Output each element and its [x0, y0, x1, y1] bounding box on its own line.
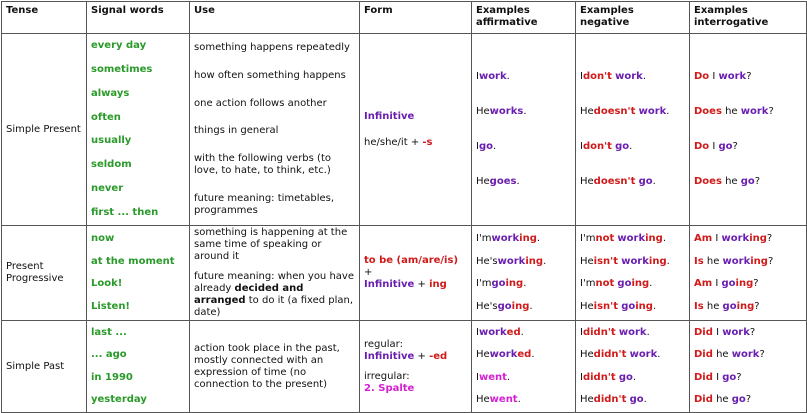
example-sentence: He works .: [476, 106, 527, 117]
header-affirmative: Examples affirmative: [472, 2, 576, 34]
signal-word: always: [91, 87, 130, 99]
signal-word: usually: [91, 135, 132, 147]
header-signal-words: Signal words: [87, 2, 190, 34]
use-item: how often something happens: [194, 69, 346, 81]
use-item: future meaning: when you have already decided and arranged to do it (a fixed plan, date): [194, 271, 354, 318]
example-sentence: I go .: [476, 141, 497, 152]
example-sentence: I'm not go ing .: [580, 278, 653, 290]
signal-word: Look!: [91, 278, 123, 290]
signal-word: often: [91, 111, 121, 123]
example-sentence: Do I go ?: [694, 141, 738, 152]
signal-word: in 1990: [91, 371, 133, 383]
signal-word: first ... then: [91, 206, 159, 218]
use-item: with the following verbs (to love, to hate, to think, etc.): [194, 152, 331, 176]
signal-word: every day: [91, 40, 147, 52]
signals-simple-present: [87, 34, 190, 226]
interrogative-simple-past: [690, 321, 807, 413]
use-item: something happens repeatedly: [194, 42, 350, 54]
form-line: Infinitive + ing: [364, 279, 447, 290]
form-infinitive: Infinitive: [364, 110, 415, 122]
row-simple-past: [2, 321, 807, 413]
tense-simple-present: Simple Present: [2, 34, 87, 226]
use-item: one action follows another: [194, 97, 327, 109]
example-sentence: He didn't go .: [580, 394, 647, 406]
negative-simple-past: [576, 321, 690, 413]
form-spalte: 2. Spalte: [364, 382, 415, 394]
signals-present-progressive: [87, 226, 190, 321]
signal-word: seldom: [91, 159, 132, 171]
example-sentence: He work ed .: [476, 349, 535, 361]
example-sentence: I work ed .: [476, 326, 524, 338]
signal-word: sometimes: [91, 64, 153, 76]
uses-simple-present: [190, 34, 360, 226]
form-simple-past: [360, 321, 472, 413]
example-sentence: He didn't work .: [580, 349, 661, 361]
grammar-table: [1, 1, 807, 413]
uses-present-progressive: [190, 226, 360, 321]
example-sentence: Does he work ?: [694, 106, 774, 117]
example-sentence: Is he work ing ?: [694, 255, 774, 267]
example-sentence: Am I work ing ?: [694, 233, 773, 245]
interrogative-present-progressive: [690, 226, 807, 321]
header-form: Form: [360, 2, 472, 34]
header-tense: Tense: [2, 2, 87, 34]
example-sentence: He goes .: [476, 176, 520, 187]
example-sentence: Did he work ?: [694, 349, 765, 361]
example-sentence: He isn't go ing .: [580, 300, 657, 312]
example-sentence: He's work ing .: [476, 255, 547, 267]
example-sentence: He doesn't go .: [580, 176, 656, 187]
example-sentence: I'm go ing .: [476, 278, 527, 290]
use-item: things in general: [194, 125, 279, 137]
example-sentence: I'm work ing .: [476, 233, 541, 245]
signal-word: yesterday: [91, 394, 147, 406]
header-use: Use: [190, 2, 360, 34]
form-line: to be (am/are/is) +: [364, 255, 459, 278]
header-negative: Examples negative: [576, 2, 690, 34]
signal-word: now: [91, 233, 115, 245]
example-sentence: He isn't work ing .: [580, 255, 670, 267]
use-item: something is happening at the same time of speaking or around it: [194, 227, 348, 262]
header-interrogative: Examples interrogative: [690, 2, 807, 34]
header-row: [2, 2, 807, 34]
interrogative-simple-present: [690, 34, 807, 226]
affirmative-simple-past: [472, 321, 576, 413]
example-sentence: He went .: [476, 394, 521, 406]
example-sentence: Does he go ?: [694, 176, 761, 187]
signal-word: never: [91, 182, 124, 194]
form-line: Infinitive + -ed: [364, 350, 448, 362]
form-regular-label: regular:: [364, 338, 403, 350]
example-sentence: I don't go .: [580, 141, 633, 152]
negative-simple-present: [576, 34, 690, 226]
example-sentence: I went .: [476, 371, 511, 383]
row-present-progressive: [2, 226, 807, 321]
form-simple-present: [360, 34, 472, 226]
example-sentence: I didn't work .: [580, 326, 650, 338]
form-irregular-label: irregular:: [364, 370, 410, 382]
example-sentence: Do I work ?: [694, 71, 752, 82]
example-sentence: Did I work ?: [694, 326, 756, 338]
signal-word: ... ago: [91, 349, 127, 361]
negative-present-progressive: [576, 226, 690, 321]
uses-simple-past: action took place in the past, mostly connected with an expression of time (no connection to the present): [190, 321, 360, 413]
use-item: future meaning: timetables, programmes: [194, 192, 335, 216]
example-sentence: Am I go ing ?: [694, 278, 759, 290]
signal-word: last ...: [91, 326, 127, 338]
example-sentence: Did he go ?: [694, 394, 752, 406]
example-sentence: Is he go ing ?: [694, 300, 760, 312]
example-sentence: I don't work .: [580, 71, 647, 82]
example-sentence: I'm not work ing .: [580, 233, 667, 245]
example-sentence: He's go ing .: [476, 300, 533, 312]
affirmative-present-progressive: [472, 226, 576, 321]
signal-word: Listen!: [91, 300, 130, 312]
signal-word: at the moment: [91, 255, 175, 267]
example-sentence: I work .: [476, 71, 510, 82]
tense-present-progressive: Present Progressive: [2, 226, 87, 321]
signals-simple-past: [87, 321, 190, 413]
row-simple-present: [2, 34, 807, 226]
tense-simple-past: Simple Past: [2, 321, 87, 413]
example-sentence: He doesn't work .: [580, 106, 670, 117]
form-he-she-it: he/she/it + -s: [364, 136, 433, 148]
example-sentence: Did I go ?: [694, 371, 742, 383]
affirmative-simple-present: [472, 34, 576, 226]
form-present-progressive: [360, 226, 472, 321]
example-sentence: I didn't go .: [580, 371, 637, 383]
